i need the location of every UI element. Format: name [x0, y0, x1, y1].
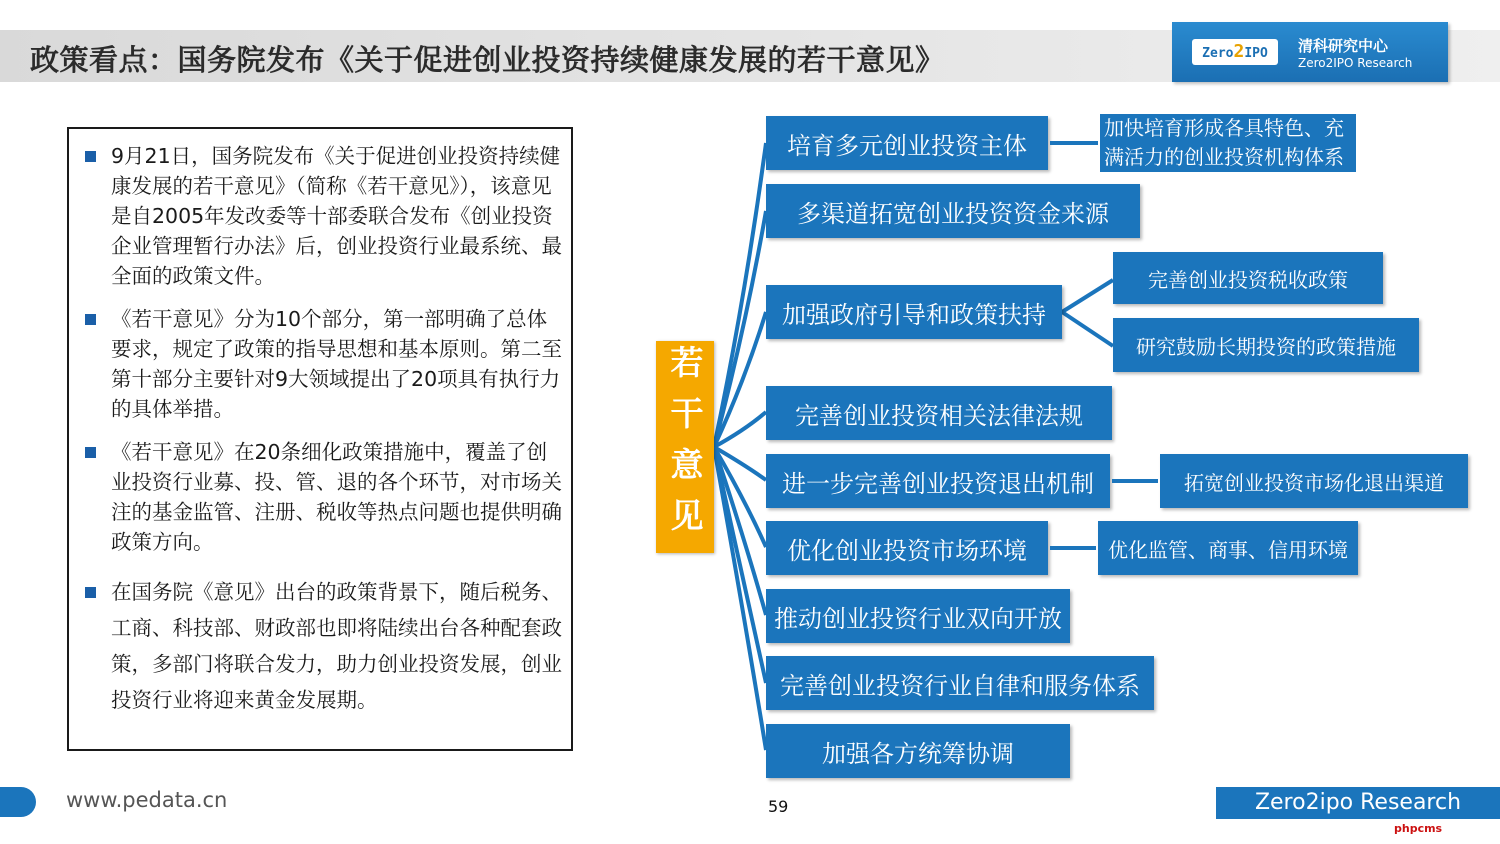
- branch-node: 完善创业投资相关法律法规: [766, 386, 1112, 440]
- branch-node: 优化创业投资市场环境: [766, 521, 1048, 575]
- sub-node: 优化监管、商事、信用环境: [1098, 521, 1358, 575]
- bullet-item: 《若干意见》分为10个部分，第一部明确了总体要求，规定了政策的指导思想和基本原则。第二至第十部分主要针对9大领域提出了20项具有执行力的具体举措。: [83, 304, 563, 424]
- logo-cn-text: 清科研究中心: [1298, 37, 1389, 55]
- sub-connector: [1050, 141, 1098, 145]
- sub-node: 加快培育形成各具特色、充满活力的创业投资机构体系: [1100, 114, 1356, 172]
- bullet-item: 9月21日，国务院发布《关于促进创业投资持续健康发展的若干意见》（简称《若干意见》），该意见是自2005年发改委等十部委联合发布《创业投资企业管理暂行办法》后，创业投资行业最系统、最全面的政策文件。: [83, 141, 563, 291]
- branch-node: 加强各方统筹协调: [766, 724, 1070, 778]
- page-title: 政策看点：国务院发布《关于促进创业投资持续健康发展的若干意见》: [30, 43, 945, 77]
- footer-tab: [0, 787, 36, 817]
- logo-en-text: Zero2IPO Research: [1298, 56, 1413, 70]
- sub-node: 完善创业投资税收政策: [1113, 252, 1383, 304]
- branch-node: 多渠道拓宽创业投资资金来源: [766, 184, 1140, 238]
- branch-node: 加强政府引导和政策扶持: [766, 285, 1062, 339]
- bullet-item: 《若干意见》在20条细化政策措施中，覆盖了创业投资行业募、投、管、退的各个环节，对市场关注的基金监管、注册、税收等热点问题也提供明确政策方向。: [83, 437, 563, 557]
- page-number: 59: [768, 797, 789, 816]
- sub-node: 研究鼓励长期投资的政策措施: [1113, 318, 1419, 372]
- sub-connector: [1050, 546, 1096, 550]
- watermark: phpcms: [1394, 822, 1443, 835]
- branch-node: 推动创业投资行业双向开放: [766, 589, 1070, 643]
- zero2ipo-logo-mark: Zero2IPO: [1192, 39, 1278, 65]
- bullet-item: 在国务院《意见》出台的政策背景下，随后税务、工商、科技部、财政部也即将陆续出台各种配套政策，多部门将联合发力，助力创业投资发展，创业投资行业将迎来黄金发展期。: [83, 574, 563, 718]
- footer-brand: Zero2ipo Research: [1216, 787, 1500, 819]
- branch-node: 完善创业投资行业自律和服务体系: [766, 656, 1154, 710]
- sub-connector: [1112, 479, 1158, 483]
- mindmap-hub: 若干意见: [656, 341, 714, 553]
- branch-node: 培育多元创业投资主体: [766, 116, 1048, 170]
- branch-node: 进一步完善创业投资退出机制: [766, 454, 1110, 508]
- sub-node: 拓宽创业投资市场化退出渠道: [1160, 454, 1468, 508]
- footer-url: www.pedata.cn: [66, 788, 228, 812]
